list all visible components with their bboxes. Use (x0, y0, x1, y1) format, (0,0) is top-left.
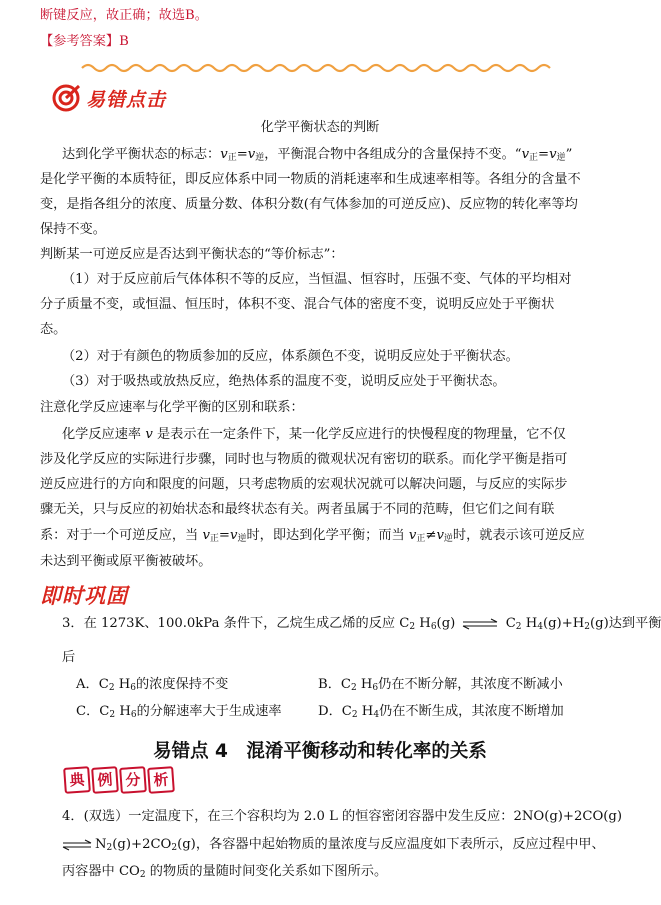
banner-title: 易错点击 (86, 88, 167, 111)
section-title: 化学平衡状态的判断 (260, 120, 380, 135)
paragraph-2: 判断某一可逆反应是否达到平衡状态的“等价标志”： (40, 247, 344, 262)
paragraph-4-line-5: 系：对于一个可逆反应，当 $v_正=v_逆$时，即达到化学平衡；而当 $v_正\ne v_逆$时，就表示该可逆反应 (40, 528, 585, 544)
item-3: （3）对于吸热或放热反应，绝热体系的温度不变，说明反应处于平衡状态。 (62, 374, 506, 389)
seal-char: 例 (91, 766, 119, 794)
seal-char: 分 (119, 766, 147, 794)
banner-jishi-gonggu (40, 580, 128, 610)
q4-line-3: 丙容器中 $CO_2$ 的物质的量随时间变化关系如下图所示。 (62, 864, 388, 880)
q3-stem-line-2: 后 (62, 650, 76, 665)
paragraph-1-line-2: 是化学平衡的本质特征，即反应体系中同一物质的消耗速率和生成速率相等。各组分的含量不 (40, 172, 581, 187)
paragraph-4-line-3: 逆反应进行的方向和限度的问题，只考虑物质的宏观状况就可以解决问题，与反应的实际步 (40, 477, 568, 492)
answer-label: 【参考答案】B (40, 34, 129, 49)
q3-option-a[interactable]: A．$C_2$ $H_6$的浓度保持不变 (76, 677, 229, 693)
paragraph-1-line-4: 保持不变。 (40, 222, 106, 237)
paragraph-4-line-4: 骤无关，只与反应的初始状态和最终状态有关。两者虽属于不同的范畴，但它们之间有联 (40, 502, 555, 517)
paragraph-4-line-2: 涉及化学反应的实际进行步骤，同时也与物质的微观状况有密切的联系。而化学平衡是指可 (40, 452, 568, 467)
banner-dianli-fenxi (64, 767, 176, 793)
banner-yicuo-dianji (52, 84, 166, 112)
q3-option-b[interactable]: B．$C_2$ $H_6$仍在不断分解，其浓度不断减小 (318, 677, 563, 693)
q4-line-1: 4．(双选）一定温度下，在三个容积均为 2.0 L 的恒容密闭容器中发生反应：2NO(g)+2CO(g) (62, 809, 623, 824)
item-1-line-3: 态。 (40, 322, 67, 337)
equilibrium-arrow-icon (462, 619, 498, 629)
seal-char: 典 (63, 766, 91, 794)
prev-answer-line: 断键反应，故正确；故选B。 (40, 8, 208, 23)
q3-stem-line-1: 3．在 1273K、100.0kPa 条件下，乙烷生成乙烯的反应 $C_2$ $H_6(g)$ $C_2$ $H_4(g)+H_2(g)$达到平衡 (62, 616, 661, 632)
q3-option-d[interactable]: D．$C_2$ $H_4$仍在不断生成，其浓度不断增加 (318, 704, 564, 720)
item-1-line-1: （1）对于反应前后气体体积不等的反应，当恒温、恒容时，压强不变、气体的平均相对 (62, 272, 572, 287)
section-heading-4: 易错点 4 混淆平衡移动和转化率的关系 (153, 741, 487, 762)
equilibrium-arrow-icon (62, 840, 92, 850)
paragraph-3: 注意化学反应速率与化学平衡的区别和联系： (40, 400, 304, 415)
paragraph-1-line-1: 达到化学平衡状态的标志：$v_正=v_逆$，平衡混合物中各组成分的含量保持不变。“$v_正=v_逆$” (62, 147, 573, 163)
seal-char: 析 (147, 766, 175, 794)
item-2: （2）对于有颜色的物质参加的反应，体系颜色不变，说明反应处于平衡状态。 (62, 349, 519, 364)
banner-title: 即时巩固 (40, 584, 128, 608)
q4-line-2: $N_2(g)+2CO_2(g)$，各容器中起始物质的量浓度与反应温度如下表所示，反应过程中甲、 (62, 835, 605, 858)
paragraph-4-line-6: 未达到平衡或原平衡被破坏。 (40, 554, 212, 569)
q3-option-c[interactable]: C．$C_2$ $H_6$的分解速率大于生成速率 (76, 704, 282, 720)
item-1-line-2: 分子质量不变，或恒温、恒压时，体积不变、混合气体的密度不变，说明反应处于平衡状 (40, 297, 555, 312)
paragraph-4-line-1: 化学反应速率 v 是表示在一定条件下，某一化学反应进行的快慢程度的物理量，它不仅 (62, 427, 566, 442)
target-icon (52, 84, 80, 112)
paragraph-1-line-3: 变，是指各组分的浓度、质量分数、体积分数(有气体参加的可逆反应)、反应物的转化率等均 (40, 197, 578, 212)
wave-divider (82, 62, 558, 74)
